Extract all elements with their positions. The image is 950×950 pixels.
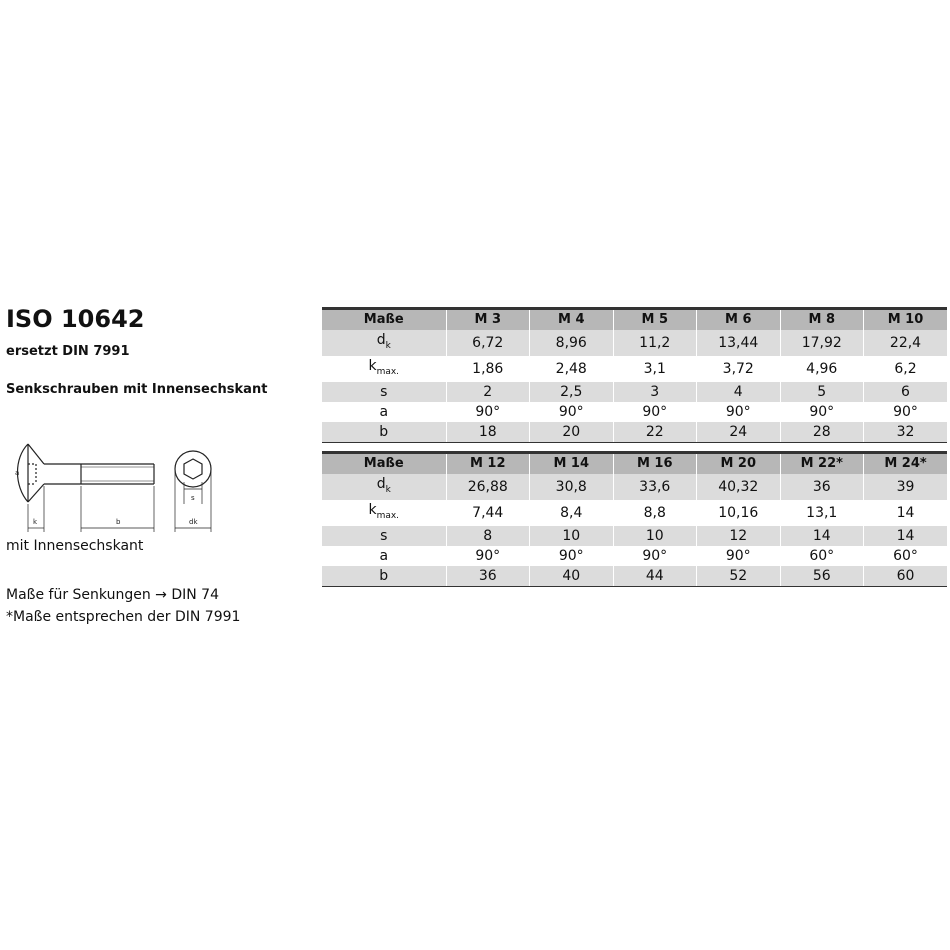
table-row (322, 500, 947, 526)
table-cell: 20 (530, 422, 614, 443)
table-cell: 2,5 (530, 382, 614, 402)
row-label: a (379, 548, 389, 564)
table-cell: 32 (864, 422, 948, 443)
header-cell: M 22* (780, 453, 864, 475)
replaces-note: ersetzt DIN 7991 (6, 344, 130, 359)
table-row (322, 546, 947, 566)
row-label: s (322, 526, 446, 546)
spec-info-panel (6, 304, 306, 625)
countersink-note: Maße für Senkungen → DIN 74 (6, 587, 219, 603)
table-cell: 90° (446, 546, 530, 566)
table-cell: 14 (864, 500, 948, 526)
table-header-row (322, 453, 947, 475)
table-cell: 3,72 (697, 356, 781, 382)
table-cell: 12 (697, 526, 781, 546)
table-cell: 60° (780, 546, 864, 566)
table-cell: 33,6 (613, 474, 697, 500)
table-cell: 22 (613, 422, 697, 443)
row-label: b (322, 422, 446, 443)
table-cell: 7,44 (446, 500, 530, 526)
table-cell: 2 (446, 382, 530, 402)
row-label: s (322, 382, 446, 402)
header-cell: M 10 (864, 309, 948, 331)
table-cell: 56 (780, 566, 864, 587)
dim-label-b: b (116, 518, 121, 526)
table-cell: 4,96 (780, 356, 864, 382)
dimension-table-large (322, 451, 947, 587)
table-cell: 2,48 (530, 356, 614, 382)
table-cell: 13,44 (697, 330, 781, 356)
header-cell: M 5 (613, 309, 697, 331)
table-cell: 8 (446, 526, 530, 546)
table-cell: 90° (780, 402, 864, 422)
row-label-main: k (368, 358, 377, 374)
table-cell: 4 (697, 382, 781, 402)
table-cell: 6 (864, 382, 948, 402)
table-cell: 10 (530, 526, 614, 546)
header-cell: M 6 (697, 309, 781, 331)
table-row (322, 422, 947, 443)
table-cell: 90° (530, 402, 614, 422)
drawing-caption: mit Innensechskant (6, 538, 144, 554)
table-cell: 39 (864, 474, 948, 500)
table-cell: 40,32 (697, 474, 781, 500)
screw-technical-drawing (6, 434, 236, 544)
table-row (322, 382, 947, 402)
header-cell: M 20 (697, 453, 781, 475)
table-cell: 22,4 (864, 330, 948, 356)
table-cell: 8,8 (613, 500, 697, 526)
header-cell: Maße (322, 453, 446, 475)
table-cell: 24 (697, 422, 781, 443)
table-cell: 60 (864, 566, 948, 587)
standard-title: ISO 10642 (6, 305, 145, 333)
table-cell: 36 (780, 474, 864, 500)
footnote: *Maße entsprechen der DIN 7991 (6, 609, 241, 625)
table-cell: 90° (613, 402, 697, 422)
row-label (322, 330, 446, 356)
table-cell: 1,86 (446, 356, 530, 382)
table-cell: 14 (864, 526, 948, 546)
row-label (322, 356, 446, 382)
table-cell: 90° (530, 546, 614, 566)
table-cell: 6,2 (864, 356, 948, 382)
table-cell: 5 (780, 382, 864, 402)
table-cell: 6,72 (446, 330, 530, 356)
table-cell: 17,92 (780, 330, 864, 356)
table-row (322, 526, 947, 546)
header-cell: M 8 (780, 309, 864, 331)
row-label: b (322, 566, 446, 587)
row-label-sub: max. (376, 511, 400, 521)
header-cell: M 3 (446, 309, 530, 331)
table-row (322, 356, 947, 382)
table-cell: 90° (446, 402, 530, 422)
table-header-row (322, 309, 947, 331)
table-cell: 90° (697, 402, 781, 422)
table-cell: 11,2 (613, 330, 697, 356)
header-cell: M 4 (530, 309, 614, 331)
table-cell: 44 (613, 566, 697, 587)
row-label-main: d (376, 476, 386, 492)
table-cell: 8,96 (530, 330, 614, 356)
row-label (322, 474, 446, 500)
header-cell: M 24* (864, 453, 948, 475)
table-cell: 18 (446, 422, 530, 443)
table-cell: 28 (780, 422, 864, 443)
table-cell: 40 (530, 566, 614, 587)
row-label (322, 500, 446, 526)
row-label-main: k (368, 502, 377, 518)
dim-label-k: k (33, 518, 38, 526)
table-cell: 3 (613, 382, 697, 402)
angle-label-a: a (15, 469, 20, 477)
table-cell: 52 (697, 566, 781, 587)
table-cell: 10,16 (697, 500, 781, 526)
table-row (322, 330, 947, 356)
header-cell: Maße (322, 309, 446, 331)
table-cell: 90° (613, 546, 697, 566)
table-cell: 60° (864, 546, 948, 566)
row-label-main: d (376, 332, 386, 348)
dimension-table-small (322, 307, 947, 443)
table-cell: 8,4 (530, 500, 614, 526)
header-cell: M 16 (613, 453, 697, 475)
table-row (322, 402, 947, 422)
table-row (322, 566, 947, 587)
table-cell: 90° (864, 402, 948, 422)
row-label-sub: max. (376, 367, 400, 377)
header-cell: M 12 (446, 453, 530, 475)
row-label-sub: k (385, 485, 391, 495)
row-label: a (379, 404, 389, 420)
table-cell: 14 (780, 526, 864, 546)
table-cell: 90° (697, 546, 781, 566)
dim-label-s: s (191, 494, 195, 502)
table-cell: 30,8 (530, 474, 614, 500)
product-description: Senkschrauben mit Innensechskant (6, 382, 268, 397)
row-label-sub: k (385, 341, 391, 351)
table-cell: 13,1 (780, 500, 864, 526)
table-cell: 3,1 (613, 356, 697, 382)
table-cell: 10 (613, 526, 697, 546)
header-cell: M 14 (530, 453, 614, 475)
dim-label-dk: dk (189, 518, 198, 526)
dimension-tables (322, 307, 947, 587)
table-row (322, 474, 947, 500)
table-cell: 36 (446, 566, 530, 587)
table-cell: 26,88 (446, 474, 530, 500)
